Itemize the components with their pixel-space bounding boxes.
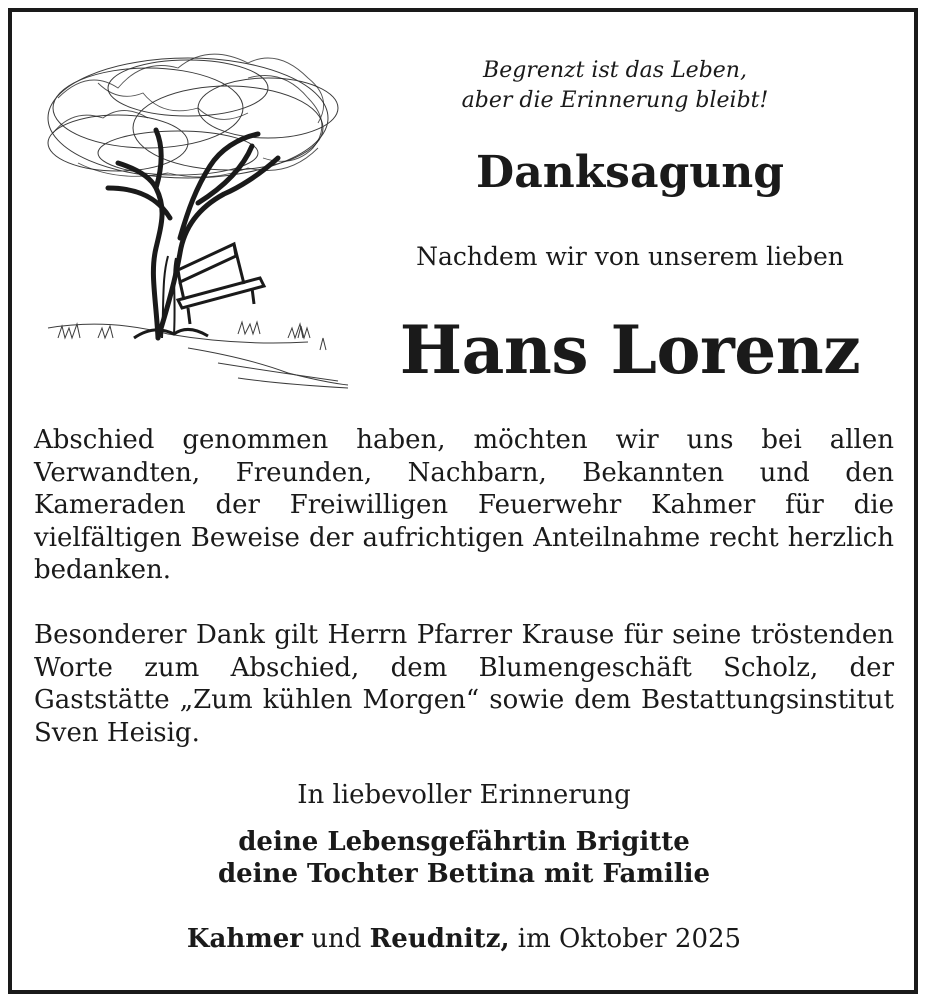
place-connector: und [311, 924, 362, 954]
tree-with-bench-illustration [38, 38, 358, 393]
thanks-paragraph-2: Besonderer Dank gilt Herrn Pfarrer Krause für seine tröstenden Worte zum Abschied, dem Blumengeschäft Scholz, der Gaststätte „Zum kühlen Morgen“ sowie dem Bestattungsinstitut Sven Heisig. [34, 620, 894, 748]
thanks-paragraph-1: Abschied genommen haben, möchten wir uns bei allen Verwandten, Freunden, Nachbarn, Bekannten und den Kameraden der Freiwilligen Feuerwehr Kahmer für die vielfältigen Beweise der aufrichtigen Anteilnahme recht herzlich bedanken. [34, 425, 894, 585]
motto [420, 56, 810, 116]
place-1: Kahmer [186, 924, 303, 954]
date: im Oktober 2025 [517, 924, 742, 954]
heading: Danksagung [476, 147, 784, 198]
closing-phrase: In liebevoller Erinnerung [297, 780, 631, 810]
motto-line-1: Begrenzt ist das Leben, [483, 58, 747, 83]
intro-text: Nachdem wir von unserem lieben [416, 242, 844, 271]
place-2: Reudnitz, [369, 924, 510, 954]
signature-line-1: deine Lebensgefährtin Brigitte [238, 827, 690, 857]
deceased-name: Hans Lorenz [399, 311, 861, 389]
signature-line-2: deine Tochter Bettina mit Familie [217, 859, 711, 889]
motto-line-2: aber die Erinnerung bleibt! [461, 88, 769, 113]
place-and-date [34, 922, 894, 956]
